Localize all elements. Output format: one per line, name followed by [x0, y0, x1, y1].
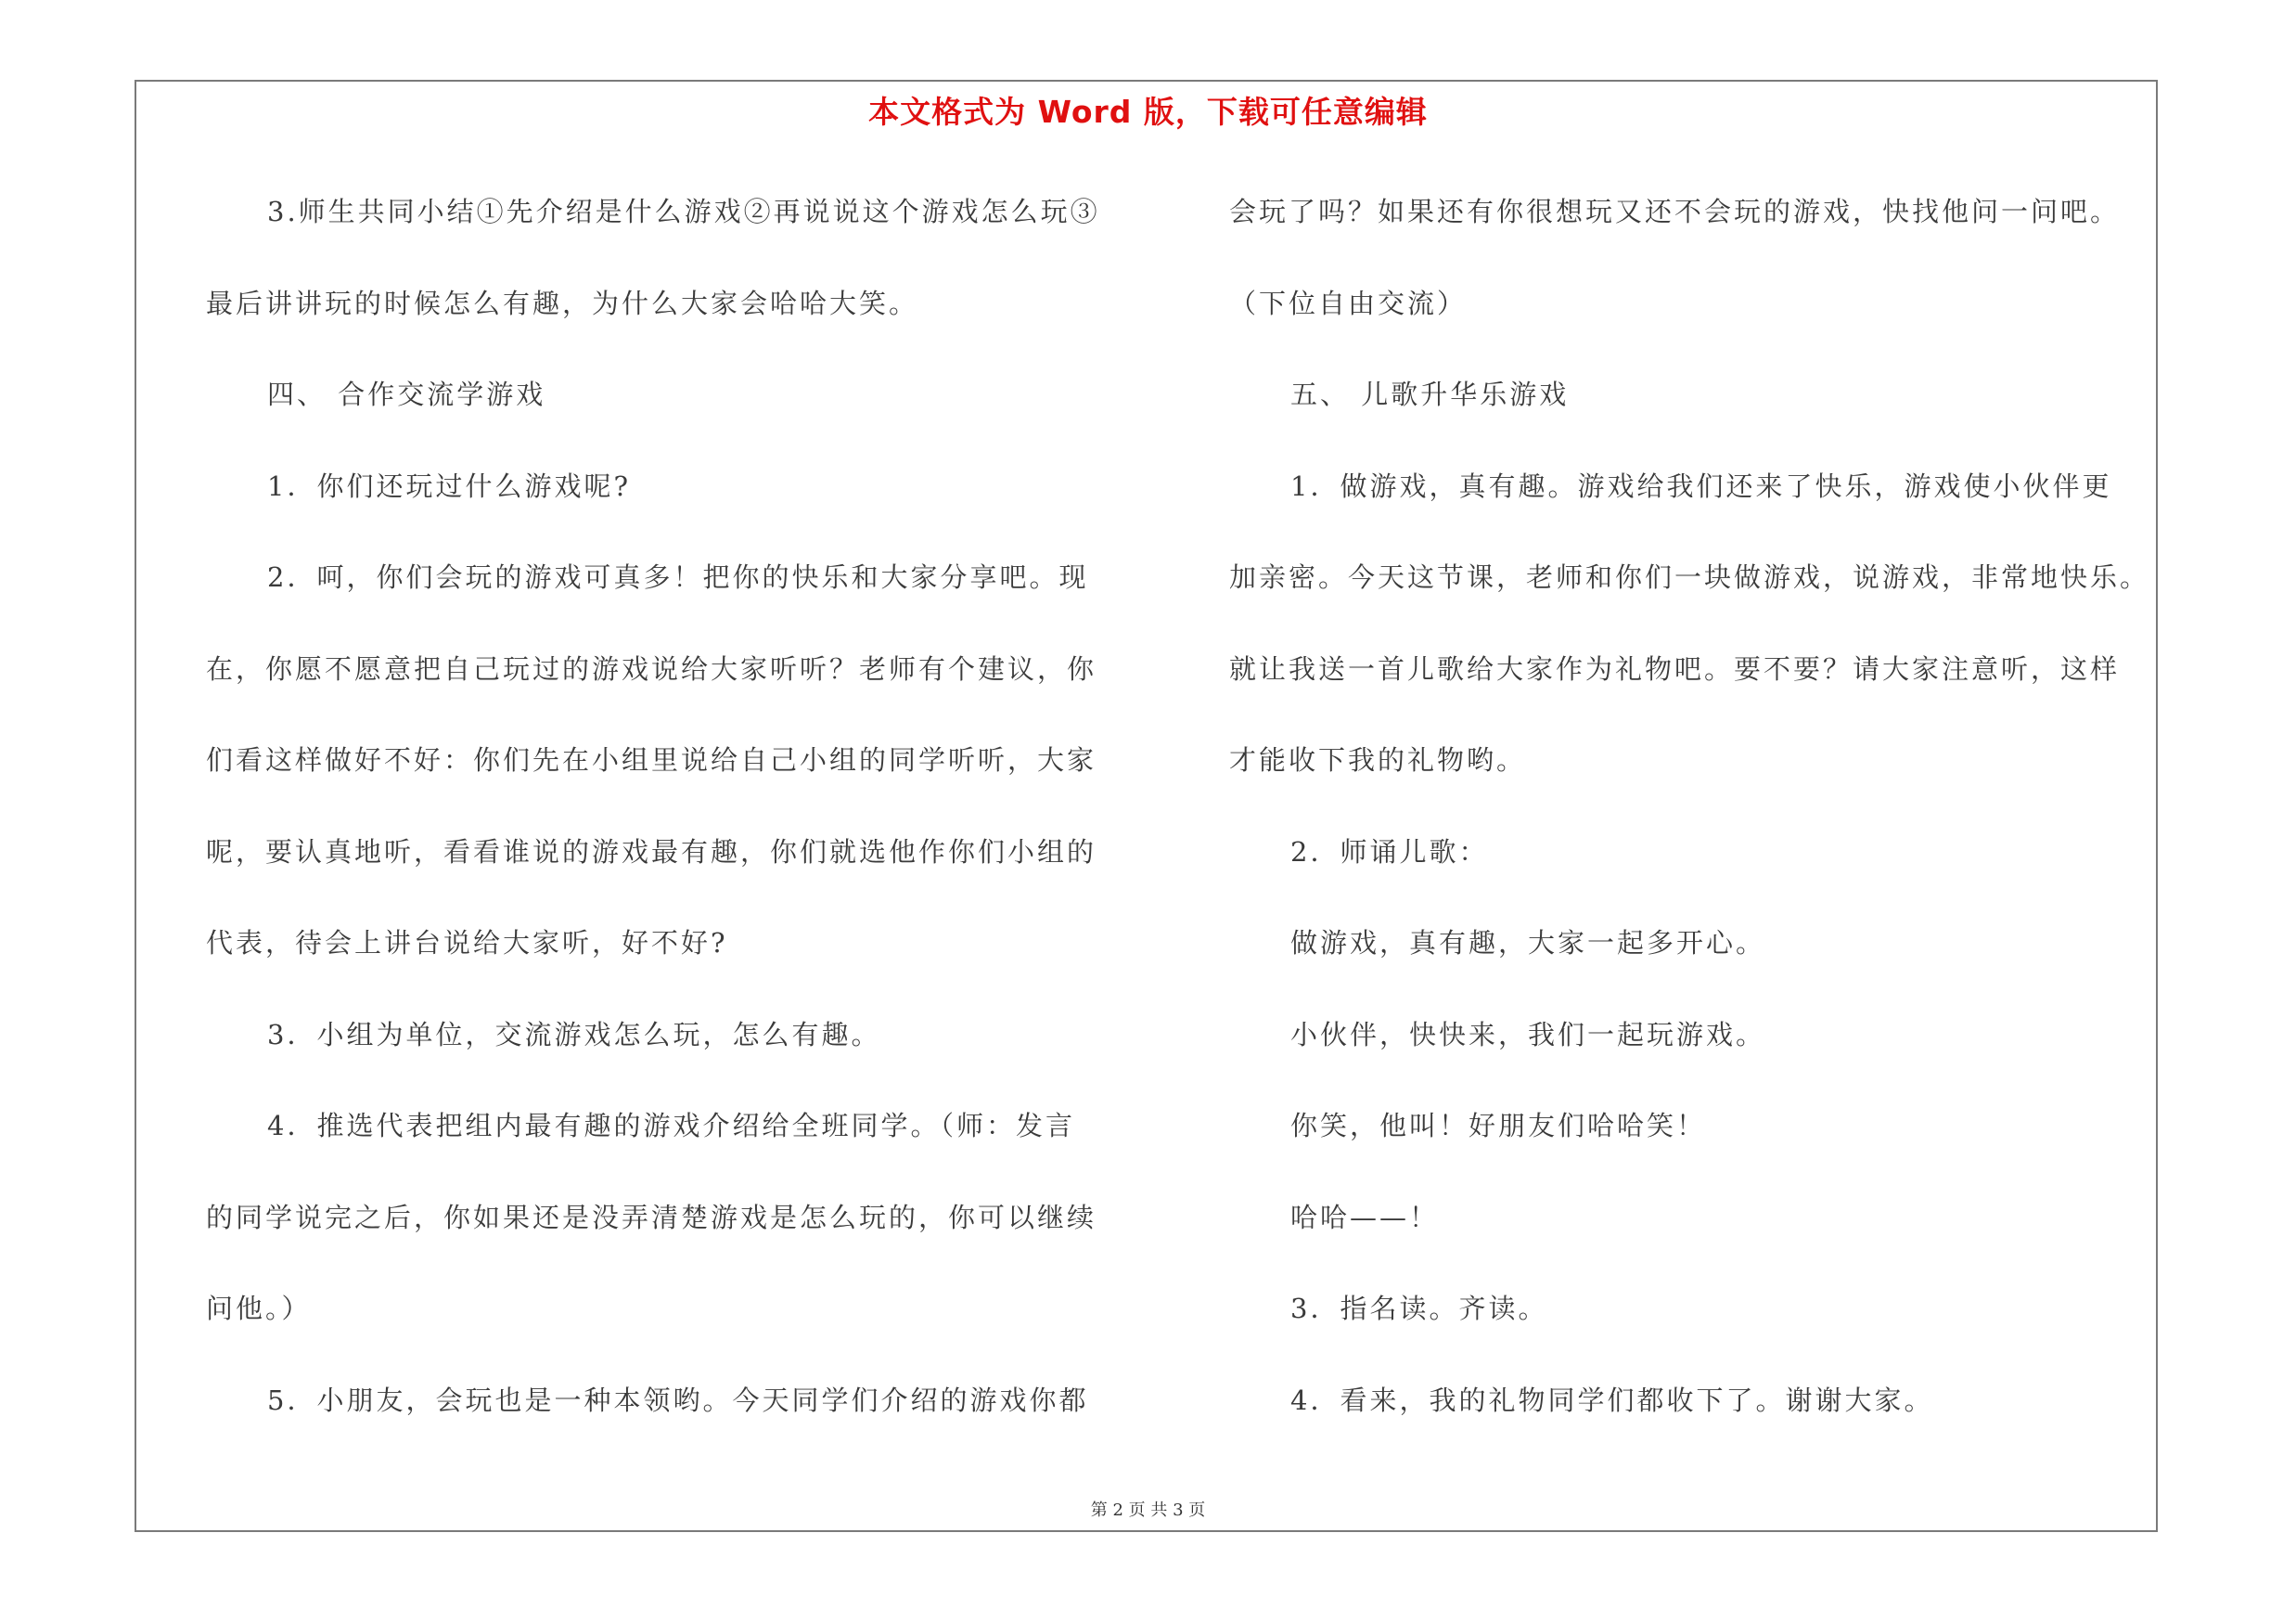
- poem-line: 哈哈——！: [1290, 1201, 1440, 1233]
- paragraph-line: 3．指名读。齐读。: [1290, 1293, 1548, 1324]
- paragraph-line: 会玩了吗？如果还有你很想玩又还不会玩的游戏，快找他问一问吧。: [1229, 196, 2121, 227]
- paragraph-line: 5．小朋友，会玩也是一种本领哟。今天同学们介绍的游戏你都: [267, 1384, 1089, 1416]
- left-column: [206, 184, 1134, 1463]
- paragraph-line: 就让我送一首儿歌给大家作为礼物吧。要不要？请大家注意听，这样: [1229, 652, 2121, 685]
- poem-line: 你笑，他叫！好朋友们哈哈笑！: [1290, 1110, 1707, 1141]
- poem-line: 做游戏，真有趣，大家一起多开心。: [1290, 927, 1766, 959]
- paragraph-line: （下位自由交流）: [1229, 287, 1468, 319]
- paragraph-line: 呢，要认真地听，看看谁说的游戏最有趣，你们就选他作你们小组的: [206, 835, 1097, 868]
- paragraph-line: 们看这样做好不好：你们先在小组里说给自己小组的同学听听，大家: [206, 744, 1097, 776]
- paragraph-line: 3.师生共同小结①先介绍是什么游戏②再说说这个游戏怎么玩③: [267, 196, 1100, 227]
- paragraph-line: 1．做游戏，真有趣。游戏给我们还来了快乐，游戏使小伙伴更: [1290, 470, 2112, 502]
- header-banner: 本文格式为 Word 版，下载可任意编辑: [868, 94, 1428, 130]
- right-column: [1229, 184, 2166, 1463]
- paragraph-line: 问他。）: [206, 1293, 312, 1324]
- paragraph-line: 在，你愿不愿意把自己玩过的游戏说给大家听听？老师有个建议，你: [206, 652, 1097, 685]
- paragraph-line: 才能收下我的礼物哟。: [1229, 744, 1527, 776]
- paragraph-line: 2．呵，你们会玩的游戏可真多！把你的快乐和大家分享吧。现: [267, 561, 1089, 593]
- paragraph-line: 4．看来，我的礼物同学们都收下了。谢谢大家。: [1290, 1384, 1934, 1416]
- paragraph-line: 3．小组为单位，交流游戏怎么玩，怎么有趣。: [267, 1018, 881, 1050]
- section-heading: 五、 儿歌升华乐游戏: [1290, 379, 1570, 410]
- paragraph-line: 最后讲讲玩的时候怎么有趣，为什么大家会哈哈大笑。: [206, 287, 919, 319]
- paragraph-line: 加亲密。今天这节课，老师和你们一块做游戏，说游戏，非常地快乐。: [1229, 561, 2150, 593]
- poem-line: 小伙伴，快快来，我们一起玩游戏。: [1290, 1018, 1766, 1050]
- page-number: 第 2 页 共 3 页: [1090, 1501, 1206, 1520]
- paragraph-line: 的同学说完之后，你如果还是没弄清楚游戏是怎么玩的，你可以继续: [206, 1201, 1097, 1233]
- section-heading: 四、 合作交流学游戏: [267, 379, 546, 410]
- paragraph-line: 2．师诵儿歌：: [1290, 835, 1489, 868]
- paragraph-line: 1．你们还玩过什么游戏呢?: [267, 470, 631, 502]
- paragraph-line: 代表，待会上讲台说给大家听，好不好?: [206, 927, 728, 959]
- paragraph-line: 4．推选代表把组内最有趣的游戏介绍给全班同学。（师：发言: [267, 1110, 1075, 1141]
